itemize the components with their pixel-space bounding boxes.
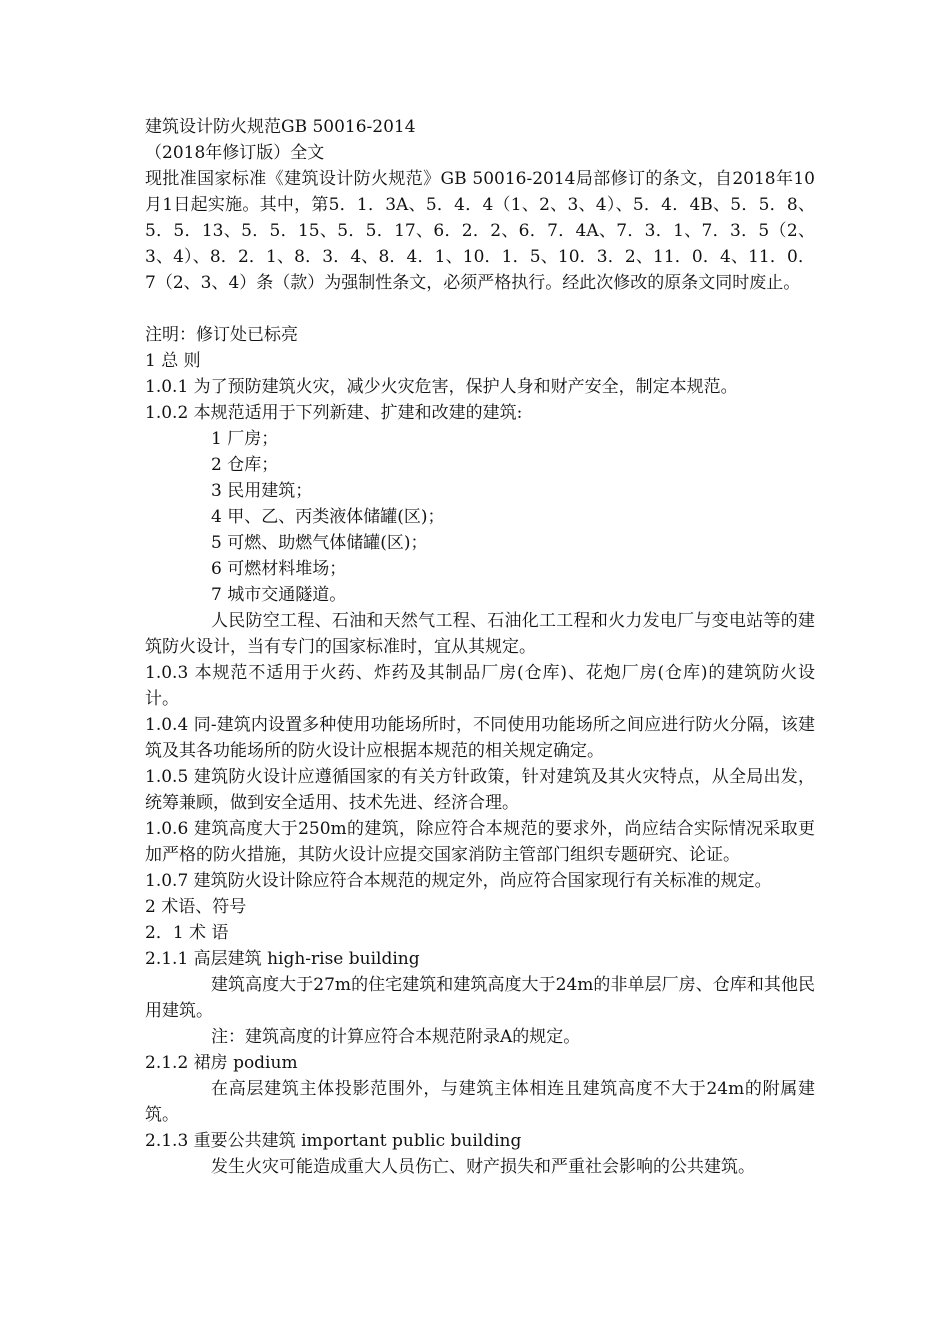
clause-1-0-1: 1.0.1 为了预防建筑火灾，减少火灾危害，保护人身和财产安全，制定本规范。 [145,377,738,397]
section-2-1-heading: 2．1 术 语 [145,923,229,943]
clause-1-0-6: 1.0.6 建筑高度大于250m的建筑，除应符合本规范的要求外，尚应结合实际情况采取更加严格的防火措施，其防火设计应提交国家消防主管部门组织专题研究、论证。 [145,819,815,865]
spacer [145,296,815,322]
document-title: 建筑设计防火规范GB 50016-2014 [145,117,416,137]
clause-1-0-2: 1.0.2 本规范适用于下列新建、扩建和改建的建筑: [145,403,523,423]
clause-1-0-7: 1.0.7 建筑防火设计除应符合本规范的规定外，尚应符合国家现行有关标准的规定。 [145,871,772,891]
chapter-1-heading: 1 总 则 [145,351,201,371]
list-item: 4 甲、乙、丙类液体储罐(区)； [211,507,445,527]
term-2-1-1-definition: 建筑高度大于27m的住宅建筑和建筑高度大于24m的非单层厂房、仓库和其他民用建筑。 [145,975,815,1021]
term-2-1-1-note: 注：建筑高度的计算应符合本规范附录A的规定。 [211,1027,581,1047]
term-2-1-1-heading: 2.1.1 高层建筑 high-rise building [145,949,420,969]
term-2-1-3-heading: 2.1.3 重要公共建筑 important public building [145,1131,522,1151]
clause-1-0-2-paragraph: 人民防空工程、石油和天然气工程、石油化工工程和火力发电厂与变电站等的建筑防火设计，当有专门的国家标准时，宜从其规定。 [145,611,815,657]
clause-1-0-3: 1.0.3 本规范不适用于火药、炸药及其制品厂房(仓库)、花炮厂房(仓库)的建筑防火设计。 [145,663,815,709]
document-body [145,114,815,1180]
revision-note: 注明：修订处已标亮 [145,325,298,345]
list-item: 3 民用建筑； [211,481,313,501]
clause-1-0-4: 1.0.4 同-建筑内设置多种使用功能场所时，不同使用功能场所之间应进行防火分隔，该建筑及其各功能场所的防火设计应根据本规范的相关规定确定。 [145,715,815,761]
list-item: 6 可燃材料堆场； [211,559,347,579]
document-subtitle: （2018年修订版）全文 [145,143,325,163]
term-2-1-3-definition: 发生火灾可能造成重大人员伤亡、财产损失和严重社会影响的公共建筑。 [211,1157,755,1177]
announcement-paragraph: 现批准国家标准《建筑设计防火规范》GB 50016-2014局部修订的条文，自2018年10月1日起实施。其中，第5．1．3A、5．4．4（1、2、3、4）、5．4．4B、5．5．8、5．5．13、5．5．15、5．5．17、6．2．2、6．7．4A、7．3．1、7．3．5（2、3、4）、8．2．1、8．3．4、8．4．1、10．1．5、10．3．2、11．0．4、11．0．7（2、3、4）条（款）为强制性条文，必须严格执行。经此次修改的原条文同时废止。 [145,169,815,293]
term-2-1-2-heading: 2.1.2 裙房 podium [145,1053,298,1073]
clause-1-0-5: 1.0.5 建筑防火设计应遵循国家的有关方针政策，针对建筑及其火灾特点，从全局出发，统筹兼顾，做到安全适用、技术先进、经济合理。 [145,767,815,813]
list-item: 5 可燃、助燃气体储罐(区)； [211,533,428,553]
list-item: 7 城市交通隧道。 [211,585,347,605]
list-item: 1 厂房； [211,429,279,449]
chapter-2-heading: 2 术语、符号 [145,897,247,917]
list-item: 2 仓库； [211,455,279,475]
term-2-1-2-definition: 在高层建筑主体投影范围外，与建筑主体相连且建筑高度不大于24m的附属建筑。 [145,1079,815,1125]
